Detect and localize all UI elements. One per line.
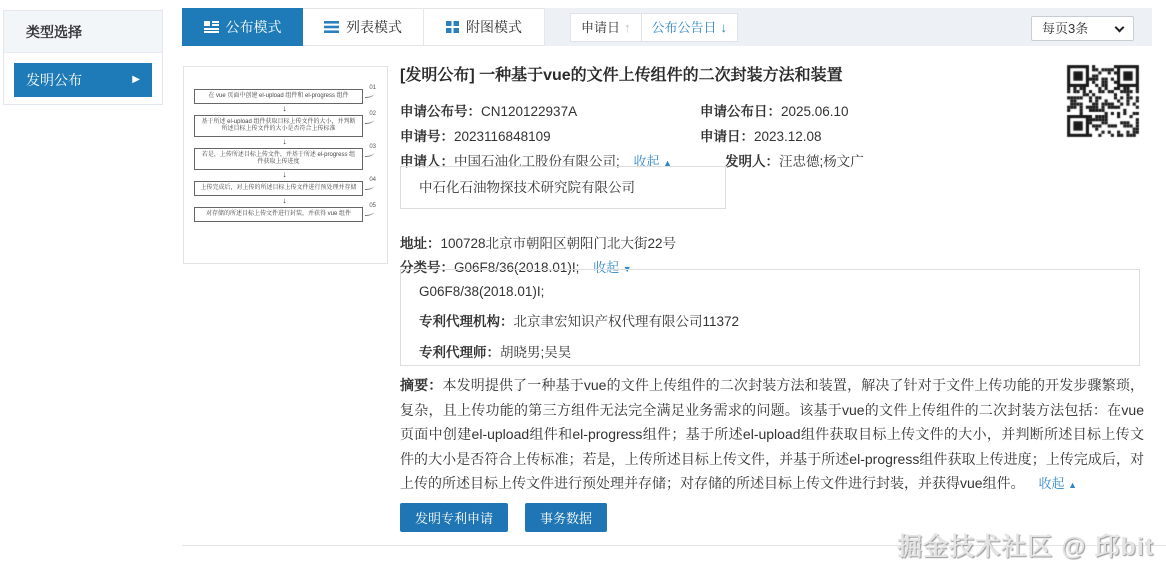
invention-application-button[interactable]: 发明专利申请 [400, 503, 508, 532]
classification-box [400, 269, 1140, 366]
sidebar-item-invention-publication[interactable] [14, 63, 152, 97]
down-arrow-icon: ↓ [282, 104, 287, 113]
class-main-value: G06F8/36(2018.01)I; [454, 260, 580, 275]
step-number: 02 [369, 111, 376, 117]
tab-publication-mode[interactable] [182, 8, 303, 46]
agency-value: 北京聿宏知识产权代理有限公司11372 [513, 314, 740, 329]
figure-mode-icon [446, 21, 459, 33]
tab-label: 公布模式 [225, 19, 282, 35]
type-filter-panel [3, 10, 163, 105]
flowchart-step [194, 144, 376, 170]
type-filter-title: 类型选择 [4, 11, 162, 53]
flowchart-step [194, 85, 376, 104]
app-no-label: 申请号： [400, 129, 454, 144]
chevron-right-icon: ▶ [132, 74, 140, 85]
abstract-paragraph [400, 373, 1144, 498]
sort-label: 申请日 [581, 20, 621, 35]
agent-label: 专利代理师： [419, 345, 500, 360]
inventor-label: 发明人： [725, 154, 779, 169]
agent-line [419, 341, 1121, 361]
app-no-value: 2023116848109 [454, 129, 551, 144]
triangle-down-icon: ▼ [622, 264, 632, 274]
agent-value: 胡晓男;吴昊 [500, 345, 572, 360]
patent-figure-thumbnail[interactable] [183, 66, 388, 264]
sort-label: 公布公告日 [651, 20, 717, 35]
abstract-label: 摘要： [400, 377, 443, 393]
list-mode-icon [324, 21, 339, 33]
leader-line [365, 93, 374, 98]
step-number: 05 [369, 203, 376, 209]
tab-label: 列表模式 [346, 19, 402, 35]
field-col2 [700, 100, 849, 120]
class-collapse-link[interactable]: 收起 ▼ [593, 260, 632, 275]
flowchart-step [194, 177, 376, 196]
down-arrow-icon: ↓ [282, 137, 287, 146]
sort-by-publication-date[interactable] [642, 13, 739, 42]
tab-list-mode[interactable] [303, 8, 424, 46]
sort-by-application-date[interactable] [570, 13, 642, 42]
co-applicant-box [400, 166, 726, 209]
agency-label: 专利代理机构： [419, 314, 514, 329]
applicant-value: 中国石油化工股份有限公司; [454, 154, 620, 169]
tab-figure-mode[interactable] [424, 8, 545, 46]
step-number: 03 [369, 144, 376, 150]
sort-controls [570, 13, 738, 42]
address-value: 100728北京市朝阳区朝阳门北大街22号 [440, 236, 677, 251]
view-mode-tabs [182, 8, 545, 46]
page-size-select[interactable] [1031, 16, 1134, 41]
transaction-data-button[interactable]: 事务数据 [525, 503, 607, 532]
class-extra-value: G06F8/38(2018.01)I; [419, 284, 545, 299]
flowchart-box: 上传完成后，对上传的所述目标上传文件进行预处理并存储 [194, 181, 363, 196]
arrow-down-icon: ↓ [720, 20, 728, 35]
qr-code[interactable] [1064, 62, 1142, 140]
pub-no-value: CN120122937A [481, 104, 578, 119]
leader-line [365, 211, 374, 216]
pub-date-value: 2025.06.10 [781, 104, 849, 119]
triangle-up-icon: ▲ [1068, 480, 1078, 490]
pub-no-label: 申请公布号： [400, 104, 481, 119]
applicant-collapse-link[interactable]: 收起 ▲ [633, 154, 673, 169]
patent-title[interactable]: [发明公布] 一种基于vue的文件上传组件的二次封装方法和装置 [400, 67, 843, 84]
toolbar [182, 8, 1152, 46]
pub-date-label: 申请公布日： [700, 104, 781, 119]
app-date-label: 申请日： [700, 129, 754, 144]
inventor-value: 汪忠德;杨文广 [779, 154, 864, 169]
flowchart-step [194, 203, 376, 222]
step-number: 04 [369, 177, 376, 183]
flowchart-box: 在 vue 页面中创建 el-upload 组件和 el-progress 组件 [194, 89, 363, 104]
arrow-up-icon: ↑ [624, 20, 631, 35]
applicant-label: 申请人： [400, 154, 454, 169]
field-row-address [400, 232, 676, 252]
down-arrow-icon: ↓ [282, 170, 287, 179]
step-number: 01 [369, 85, 376, 91]
field-col2 [700, 125, 822, 145]
tab-label: 附图模式 [466, 19, 522, 35]
leader-line [365, 152, 374, 157]
abstract-text: 本发明提供了一种基于vue的文件上传组件的二次封装方法和装置，解决了针对于文件上传功能的开发步骤繁琐，复杂，且上传功能的第三方组件无法完全满足业务需求的问题。该基于vue的文件上传组件的二次封装方法包括：在vue页面中创建el-upload组件和el-progress组件；基于所述el-upload组件获取目标上传文件的大小，并判断所述目标上传文件的大小是否符合上传标准；若是，上传所述目标上传文件，并基于所述el-progress组件获取上传进度；上传完成后，对上传的所述目标上传文件进行预处理并存储；对存储的所述目标上传文件进行封装，并获得vue组件。 [400, 377, 1144, 491]
flowchart-step [194, 111, 376, 137]
action-buttons [400, 503, 607, 532]
class-label: 分类号： [400, 260, 454, 275]
field-row-publication [400, 100, 849, 120]
flowchart-box: 基于所述 el-upload 组件获取目标上传文件的大小，并判断所述目标上传文件的大小是否符合上传标准 [194, 115, 363, 137]
chevron-down-icon [1115, 23, 1125, 33]
page-size-value: 每页3条 [1042, 21, 1089, 36]
co-applicant-value: 中石化石油物探技术研究院有限公司 [419, 180, 635, 195]
down-arrow-icon: ↓ [282, 196, 287, 205]
abstract-collapse-link[interactable]: 收起 ▲ [1038, 476, 1078, 491]
sidebar-item-label: 发明公布 [26, 72, 82, 88]
agency-line [419, 310, 1121, 330]
field-col2 [725, 150, 864, 170]
field-row-application [400, 125, 822, 145]
flowchart-box: 若是，上传所述目标上传文件，并基于所述 el-progress 组件获取上传进度 [194, 148, 363, 170]
flowchart-box: 对存储的所述目标上传文件进行封装，并获得 vue 组件 [194, 207, 363, 222]
watermark: 掘金技术社区 @ 邱bit [897, 533, 1154, 561]
app-date-value: 2023.12.08 [754, 129, 822, 144]
leader-line [365, 185, 374, 190]
triangle-up-icon: ▲ [663, 158, 673, 168]
address-label: 地址： [400, 236, 441, 251]
leader-line [365, 119, 374, 124]
publication-mode-icon [204, 21, 219, 33]
